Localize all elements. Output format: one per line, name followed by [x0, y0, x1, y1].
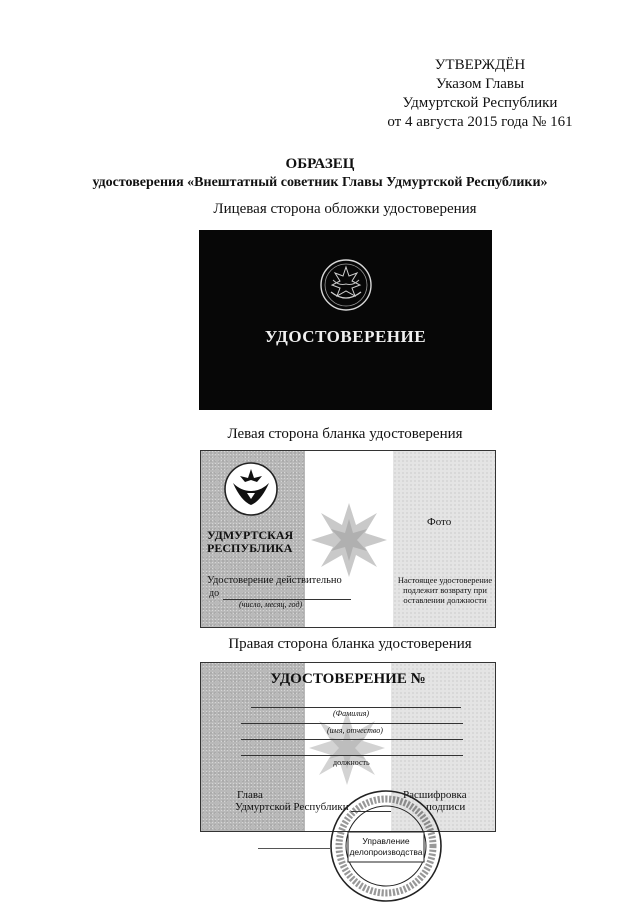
udmurt-emblem-icon [223, 461, 279, 517]
approval-block [360, 56, 600, 132]
position-line [241, 755, 463, 756]
stamp-label [348, 836, 424, 858]
decode-line-1: Расшифровка [403, 789, 467, 801]
document-title: ОБРАЗЕЦ [285, 156, 355, 172]
return-note-line-2: подлежит возврату при [403, 585, 487, 595]
position-hint: должность [333, 758, 370, 767]
approval-line-decree: Указом Главы [435, 76, 525, 92]
approval-line-approved: УТВЕРЖДЁН [434, 57, 526, 73]
name-hint: (имя, отчество) [327, 726, 383, 735]
valid-until-prefix: до [209, 588, 220, 599]
decode-line-2: подписи [426, 801, 466, 813]
star-ornament-icon [307, 707, 387, 789]
surname-hint: (Фамилия) [333, 709, 370, 718]
cover-sample [199, 230, 492, 410]
stamp-line-2: делопроизводства [349, 847, 423, 857]
left-blank-sample [200, 450, 496, 628]
valid-until-label: Удостоверение действительно [207, 575, 342, 586]
head-title-line-1: Глава [237, 789, 263, 801]
photo-label: Фото [427, 516, 452, 528]
right-blank-caption: Правая сторона бланка удостоверения [228, 636, 472, 652]
stamp-line-1: Управление [362, 836, 410, 846]
republic-line-1: УДМУРТСКАЯ [207, 528, 294, 542]
date-hint: (число, месяц, год) [239, 600, 303, 609]
republic-line-2: РЕСПУБЛИКА [207, 541, 293, 555]
cover-title: УДОСТОВЕРЕНИЕ [264, 327, 427, 346]
star-ornament-icon [309, 499, 389, 581]
return-note-line-3: оставлении должности [403, 595, 487, 605]
document-subtitle: удостоверения «Внештатный советник Главы Удмуртской Республики» [92, 175, 548, 190]
official-stamp [328, 788, 444, 904]
stamp-underline [258, 848, 330, 849]
surname-line [251, 707, 461, 708]
return-note [395, 575, 495, 605]
approval-line-date: от 4 августа 2015 года № 161 [387, 114, 573, 130]
head-title-line-2: Удмуртской Республики [235, 801, 349, 813]
cover-caption: Лицевая сторона обложки удостоверения [213, 201, 477, 217]
left-blank-caption: Левая сторона бланка удостоверения [227, 426, 463, 442]
republic-name [207, 529, 293, 555]
return-note-line-1: Настоящее удостоверение [397, 575, 493, 585]
udmurt-emblem-icon [319, 258, 373, 312]
approval-line-republic: Удмуртской Республики [402, 95, 558, 111]
right-blank-title: УДОСТОВЕРЕНИЕ № [270, 671, 426, 687]
name-line [241, 739, 463, 740]
surname-line-2 [241, 723, 463, 724]
